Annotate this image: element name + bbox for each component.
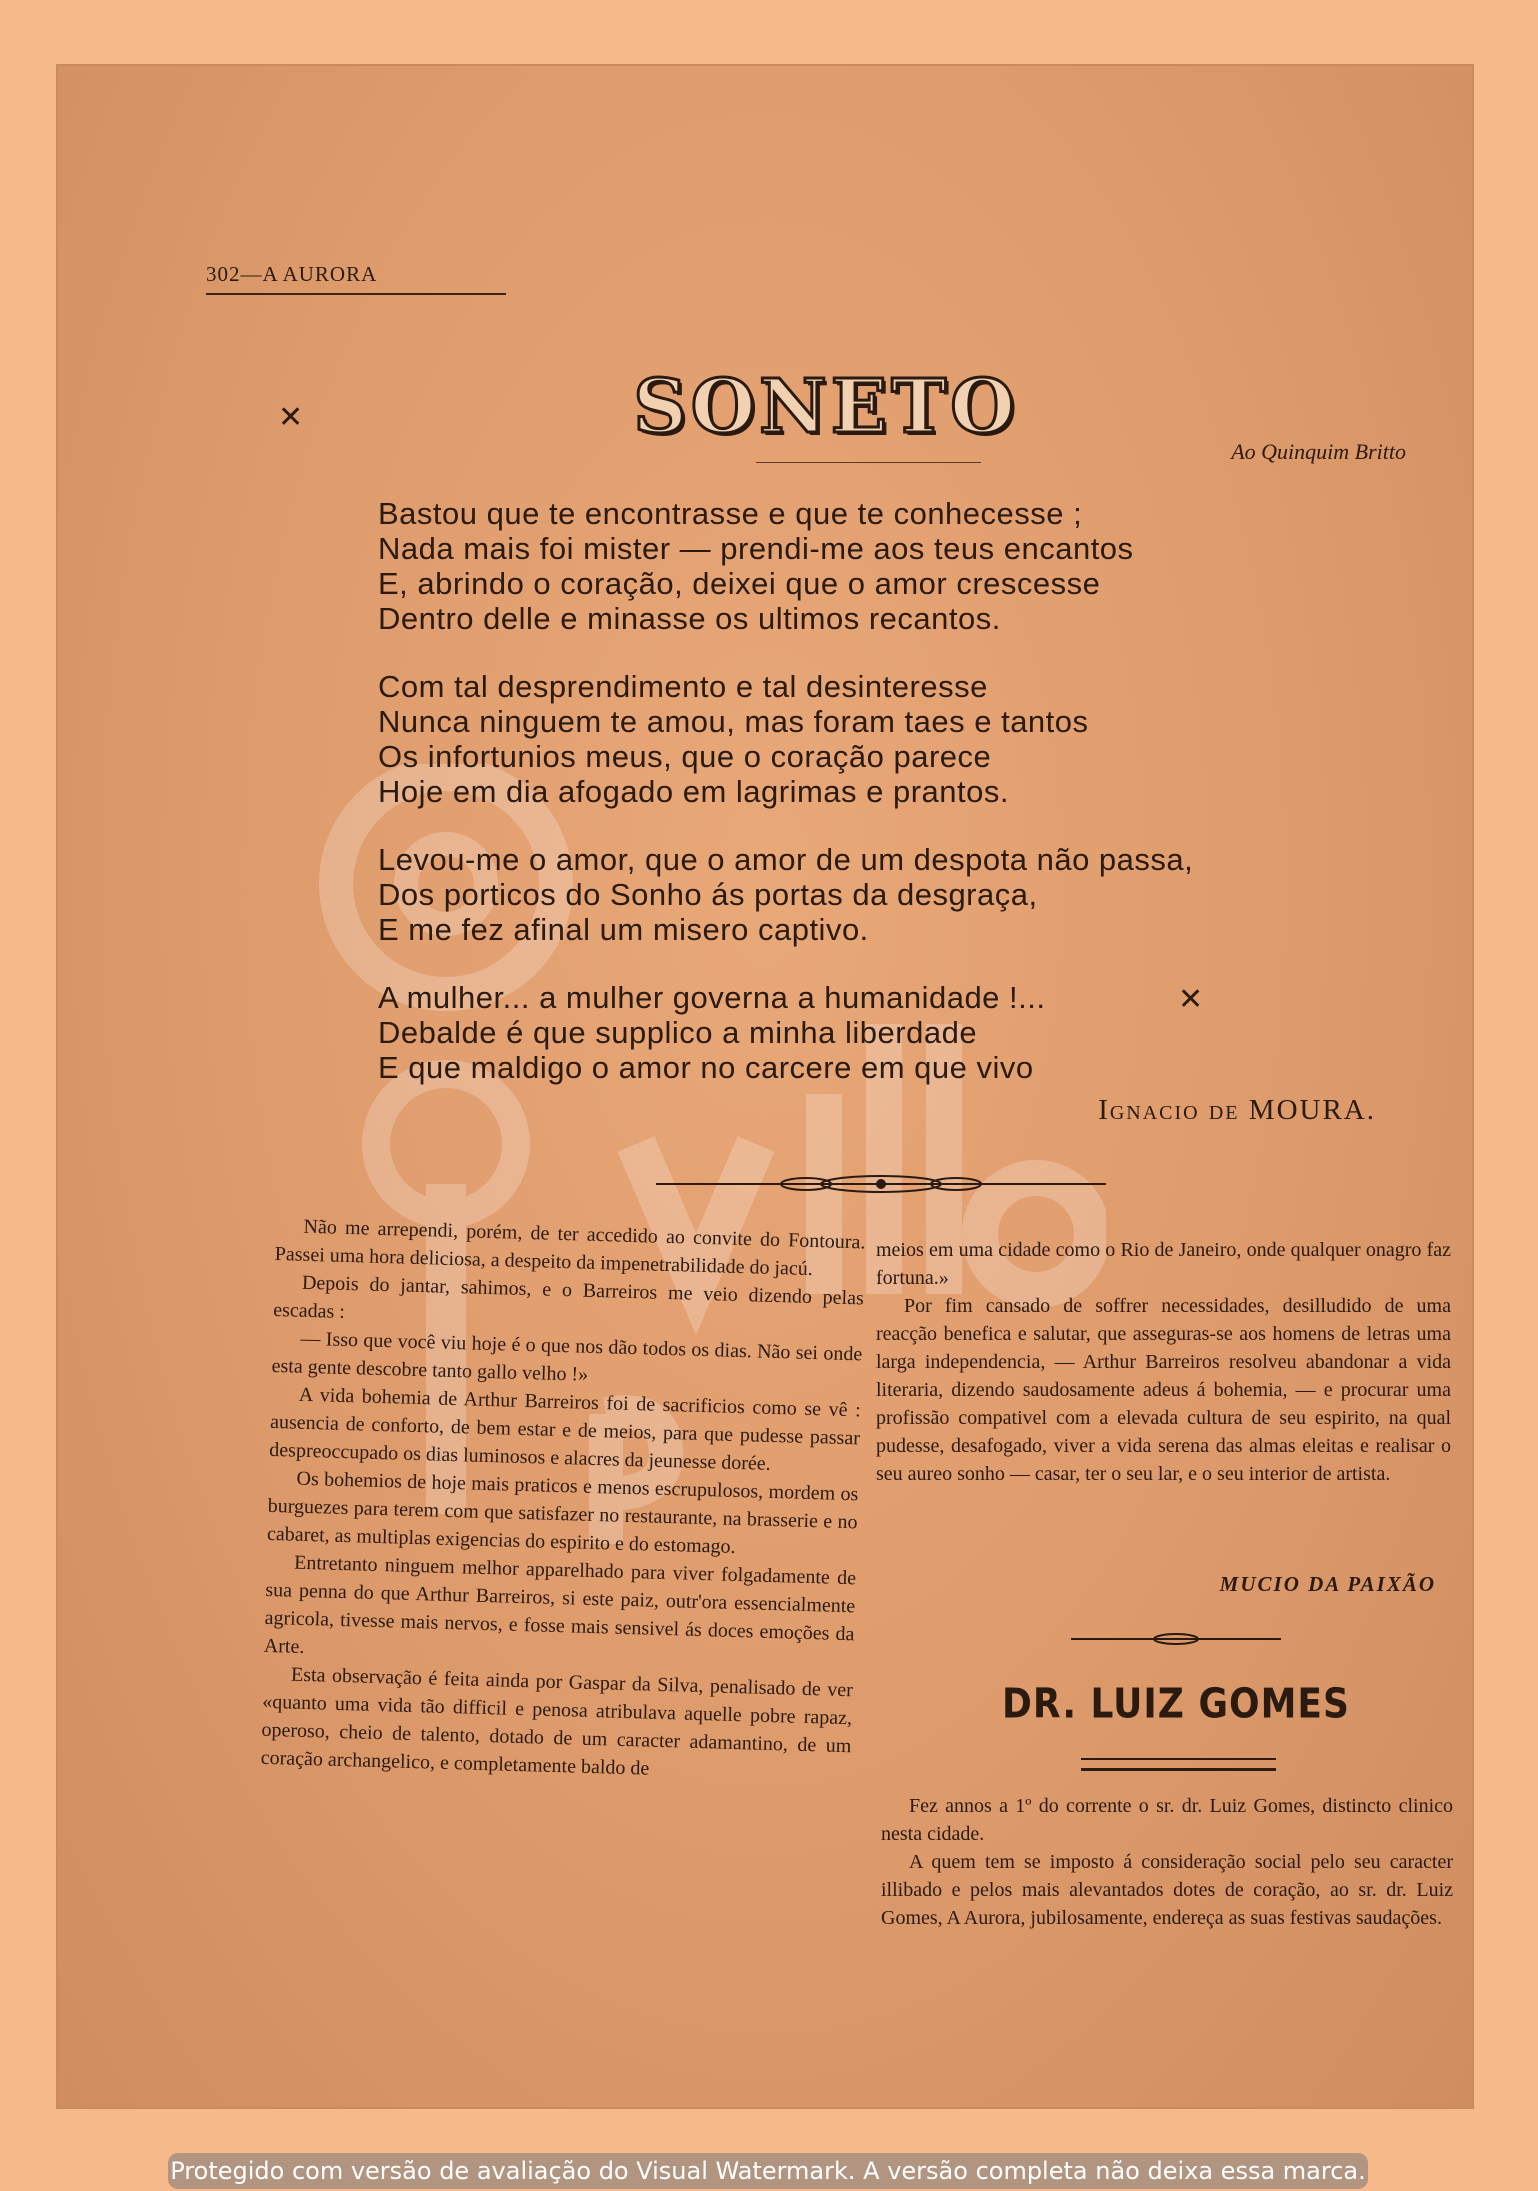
verse-line: E me fez afinal um misero captivo.: [378, 912, 869, 947]
sonnet-dedication: Ao Quinquim Britto: [1231, 439, 1406, 464]
page-header: 302—A AURORA: [206, 262, 506, 295]
sonnet-author: Ignacio de MOURA.: [1098, 1094, 1376, 1126]
verse-line: Dos porticos do Sonho ás portas da desgraça,: [378, 877, 1038, 912]
verse-line: Levou-me o amor, que o amor de um despota não passa,: [378, 842, 1194, 877]
article-paragraph: — Isso que você viu hoje é o que nos dão todos os dias. Não sei onde esta gente descobre tanto gallo velho !»: [271, 1327, 863, 1386]
verse-line: Nada mais foi mister — prendi-me aos teus encantos: [378, 531, 1134, 566]
article-right-column: [876, 1236, 1451, 1488]
news-body: [881, 1792, 1453, 1932]
stanza: [378, 842, 1378, 947]
verse-line: E que maldigo o amor no carcere em que vivo: [378, 1050, 1034, 1085]
article-signature: MUCIO DA PAIXÃO: [1219, 1572, 1436, 1596]
verse-line: Com tal desprendimento e tal desinteresse: [378, 669, 988, 704]
verse-line: Bastou que te encontrasse e que te conhecesse ;: [378, 496, 1083, 531]
cross-mark: ✕: [278, 400, 304, 435]
article-paragraph: Não me arrependi, porém, de ter accedido ao convite do Fontoura. Passei uma hora deliciosa, a despeito da impenetrabilidade do jacú.: [274, 1215, 866, 1281]
verse-line: A mulher... a mulher governa a humanidade !...: [378, 980, 1046, 1015]
article-paragraph: Os bohemios de hoje mais praticos e menos escrupulosos, mordem os burguezes para terem com que satisfazer no restaurante, na brasserie e no cabaret, as multiplas exigencias do espirito e do estomago.: [266, 1467, 859, 1558]
stanza: [378, 496, 1378, 636]
title-rule: [756, 462, 981, 465]
small-ornament-divider: [1071, 1629, 1281, 1649]
article-paragraph: Por fim cansado de soffrer necessidades, desilludido de uma reacção benefica e salutar, que asseguras-se aos homens de letras uma larga independencia, — Arthur Barreiros resolveu abandonar a vida literaria, dizendo saudosamente adeus á bohemia, — e procurar uma profissão compativel com a elevada cultura de seu espirito, na qual pudesse, desafogado, viver a vida serena das almas eleitas e realisar o seu aureo sonho — casar, ter o seu lar, e o seu interior de artista.: [876, 1295, 1451, 1485]
article-paragraph: Depois do jantar, sahimos, e o Barreiros me veio dizendo pelas escadas :: [272, 1271, 865, 1323]
article-left-column: [260, 1212, 865, 1788]
newspaper-page: [56, 64, 1474, 2109]
stanza: [378, 669, 1378, 809]
verse-line: Nunca ninguem te amou, mas foram taes e tantos: [378, 704, 1089, 739]
sonnet-body: [378, 496, 1378, 1118]
article-paragraph: Esta observação é feita ainda por Gaspar da Silva, penalisado de ver «quanto uma vida tão difficil e penosa atribulava aquelle pobre rapaz, operoso, cheio de talento, dotado de um caracter adamantino, de um coração archangelico, e completamente baldo de: [260, 1663, 854, 1780]
article-paragraph: Entretanto ninguem melhor apparelhado para viver folgadamente de sua penna do que Arthur Barreiros, si este paiz, outr'ora essencialmente agricola, tivesse mais nervos, e fosse mais sensivel ás doces emoções da Arte.: [263, 1551, 857, 1658]
verse-line: Debalde é que supplico a minha liberdade: [378, 1015, 978, 1050]
article-paragraph: A vida bohemia de Arthur Barreiros foi de sacrificios como se vê : ausencia de conforto, de bem estar e de meios, para que pudesse passar despreoccupado os dias luminosos e alacres da jeunesse dorée.: [269, 1383, 861, 1475]
headline-rule: [1081, 1758, 1276, 1771]
news-headline: DR. LUIZ GOMES: [1002, 1680, 1350, 1729]
verse-line: Hoje em dia afogado em lagrimas e prantos.: [378, 774, 1009, 809]
news-paragraph: Fez annos a 1º do corrente o sr. dr. Luiz Gomes, distincto clinico nesta cidade.: [881, 1795, 1453, 1845]
cross-mark: ✕: [1178, 982, 1204, 1017]
sonnet-title: SONETO: [633, 364, 1019, 450]
ornament-divider: [656, 1169, 1106, 1199]
verse-line: Dentro delle e minasse os ultimos recantos.: [378, 601, 1001, 636]
verse-line: E, abrindo o coração, deixei que o amor crescesse: [378, 566, 1101, 601]
stanza: [378, 980, 1378, 1085]
watermark-notice: Protegido com versão de avaliação do Visual Watermark. A versão completa não deixa essa marca.: [168, 2153, 1368, 2189]
verse-line: Os infortunios meus, que o coração parece: [378, 739, 992, 774]
news-paragraph: A quem tem se imposto á consideração social pelo seu caracter illibado e pelos mais alevantados dotes de coração, ao sr. dr. Luiz Gomes, A Aurora, jubilosamente, endereça as suas festivas saudações.: [881, 1851, 1453, 1929]
article-paragraph: meios em uma cidade como o Rio de Janeiro, onde qualquer onagro faz fortuna.»: [876, 1239, 1451, 1289]
